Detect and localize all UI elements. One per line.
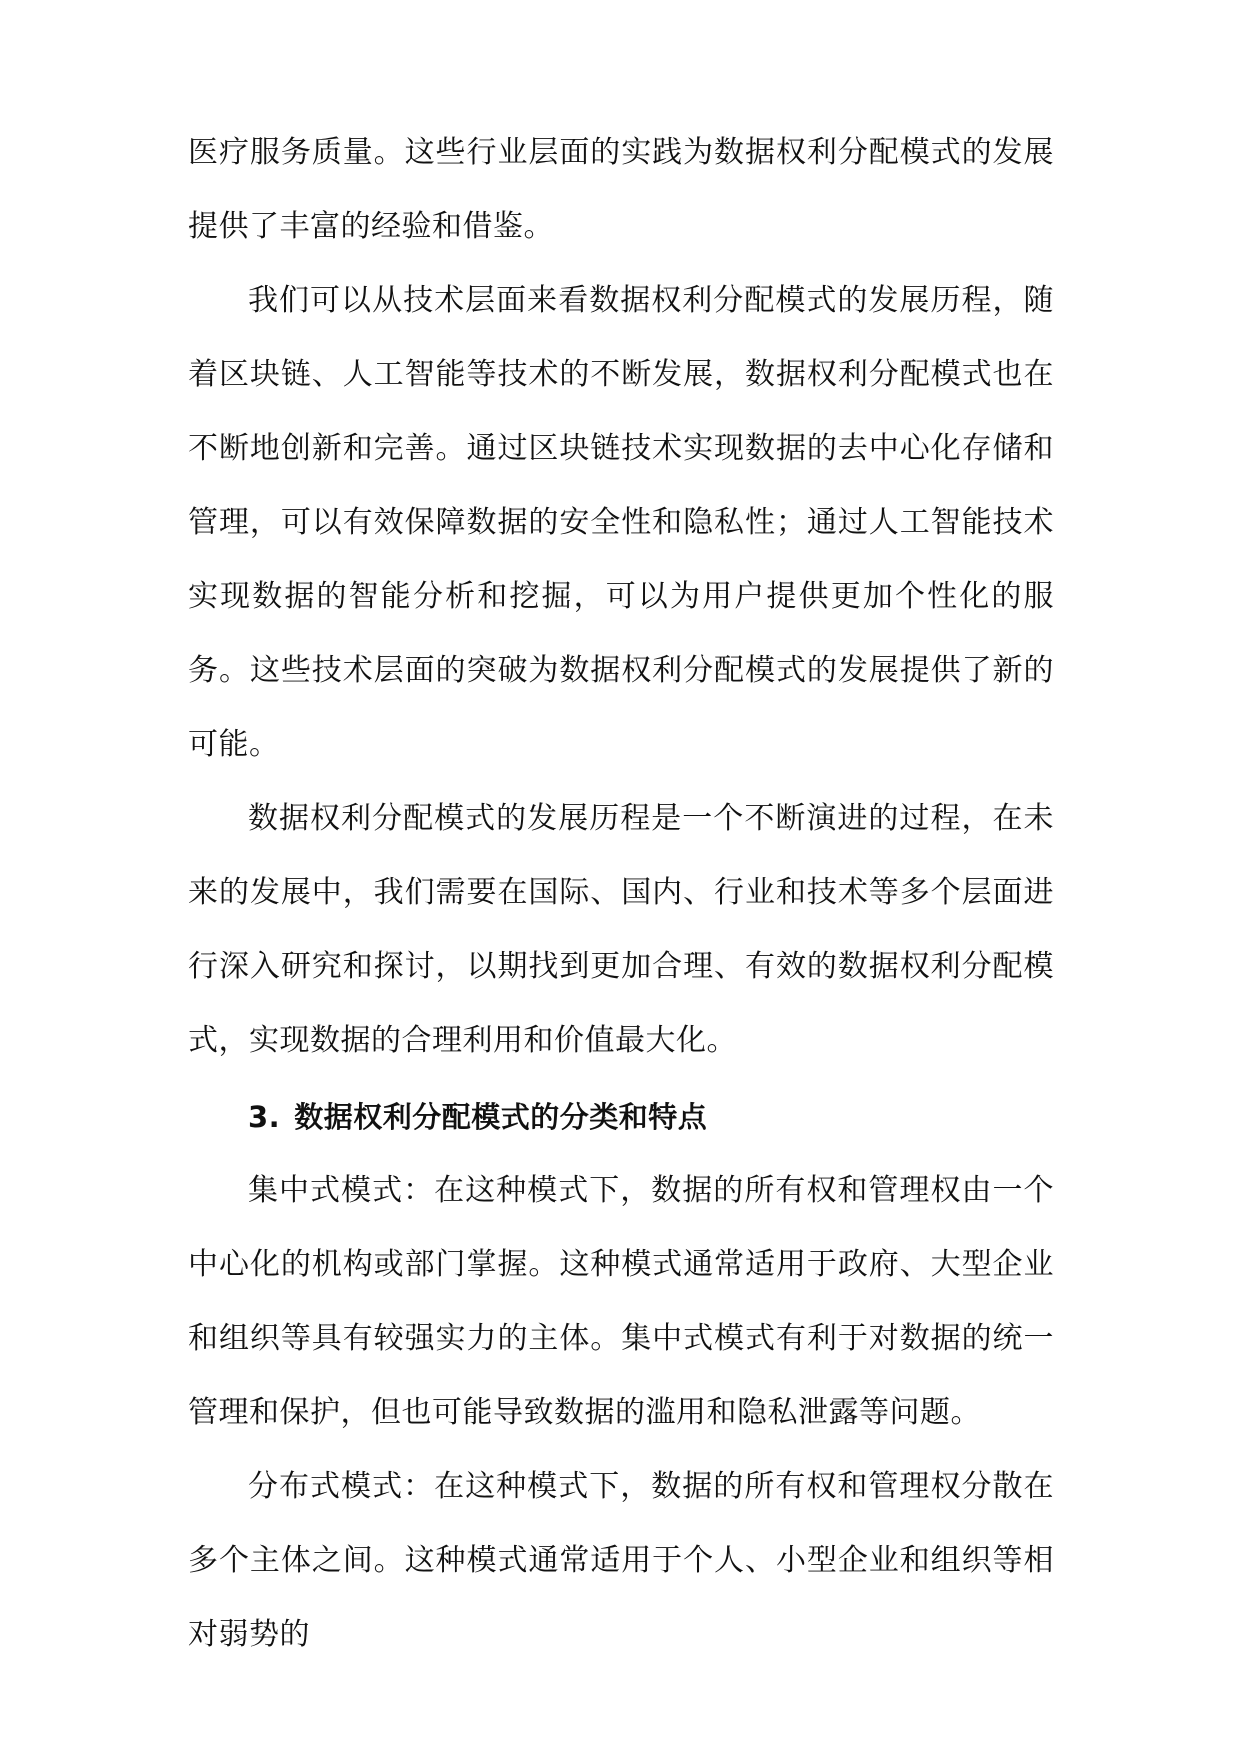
section-title: 数据权利分配模式的分类和特点 bbox=[294, 1100, 708, 1134]
body-text-bottom bbox=[188, 1154, 1054, 1672]
body-text-top bbox=[188, 116, 1054, 1078]
paragraph-3: 数据权利分配模式的发展历程是一个不断演进的过程，在未来的发展中，我们需要在国际、国内、行业和技术等多个层面进行深入研究和探讨，以期找到更加合理、有效的数据权利分配模式，实现数据的合理利用和价值最大化。 bbox=[188, 801, 1054, 1058]
section-number: 3. bbox=[248, 1100, 281, 1134]
paragraph-5: 分布式模式：在这种模式下，数据的所有权和管理权分散在多个主体之间。这种模式通常适用于个人、小型企业和组织等相对弱势的 bbox=[188, 1469, 1054, 1652]
paragraph-1: 医疗服务质量。这些行业层面的实践为数据权利分配模式的发展提供了丰富的经验和借鉴。 bbox=[188, 135, 1054, 244]
paragraph-4: 集中式模式：在这种模式下，数据的所有权和管理权由一个中心化的机构或部门掌握。这种模式通常适用于政府、大型企业和组织等具有较强实力的主体。集中式模式有利于对数据的统一管理和保护，但也可能导致数据的滥用和隐私泄露等问题。 bbox=[188, 1173, 1054, 1430]
section-heading bbox=[248, 1080, 707, 1154]
paragraph-2: 我们可以从技术层面来看数据权利分配模式的发展历程，随着区块链、人工智能等技术的不断发展，数据权利分配模式也在不断地创新和完善。通过区块链技术实现数据的去中心化存储和管理，可以有效保障数据的安全性和隐私性；通过人工智能技术实现数据的智能分析和挖掘，可以为用户提供更加个性化的服务。这些技术层面的突破为数据权利分配模式的发展提供了新的可能。 bbox=[188, 283, 1054, 762]
